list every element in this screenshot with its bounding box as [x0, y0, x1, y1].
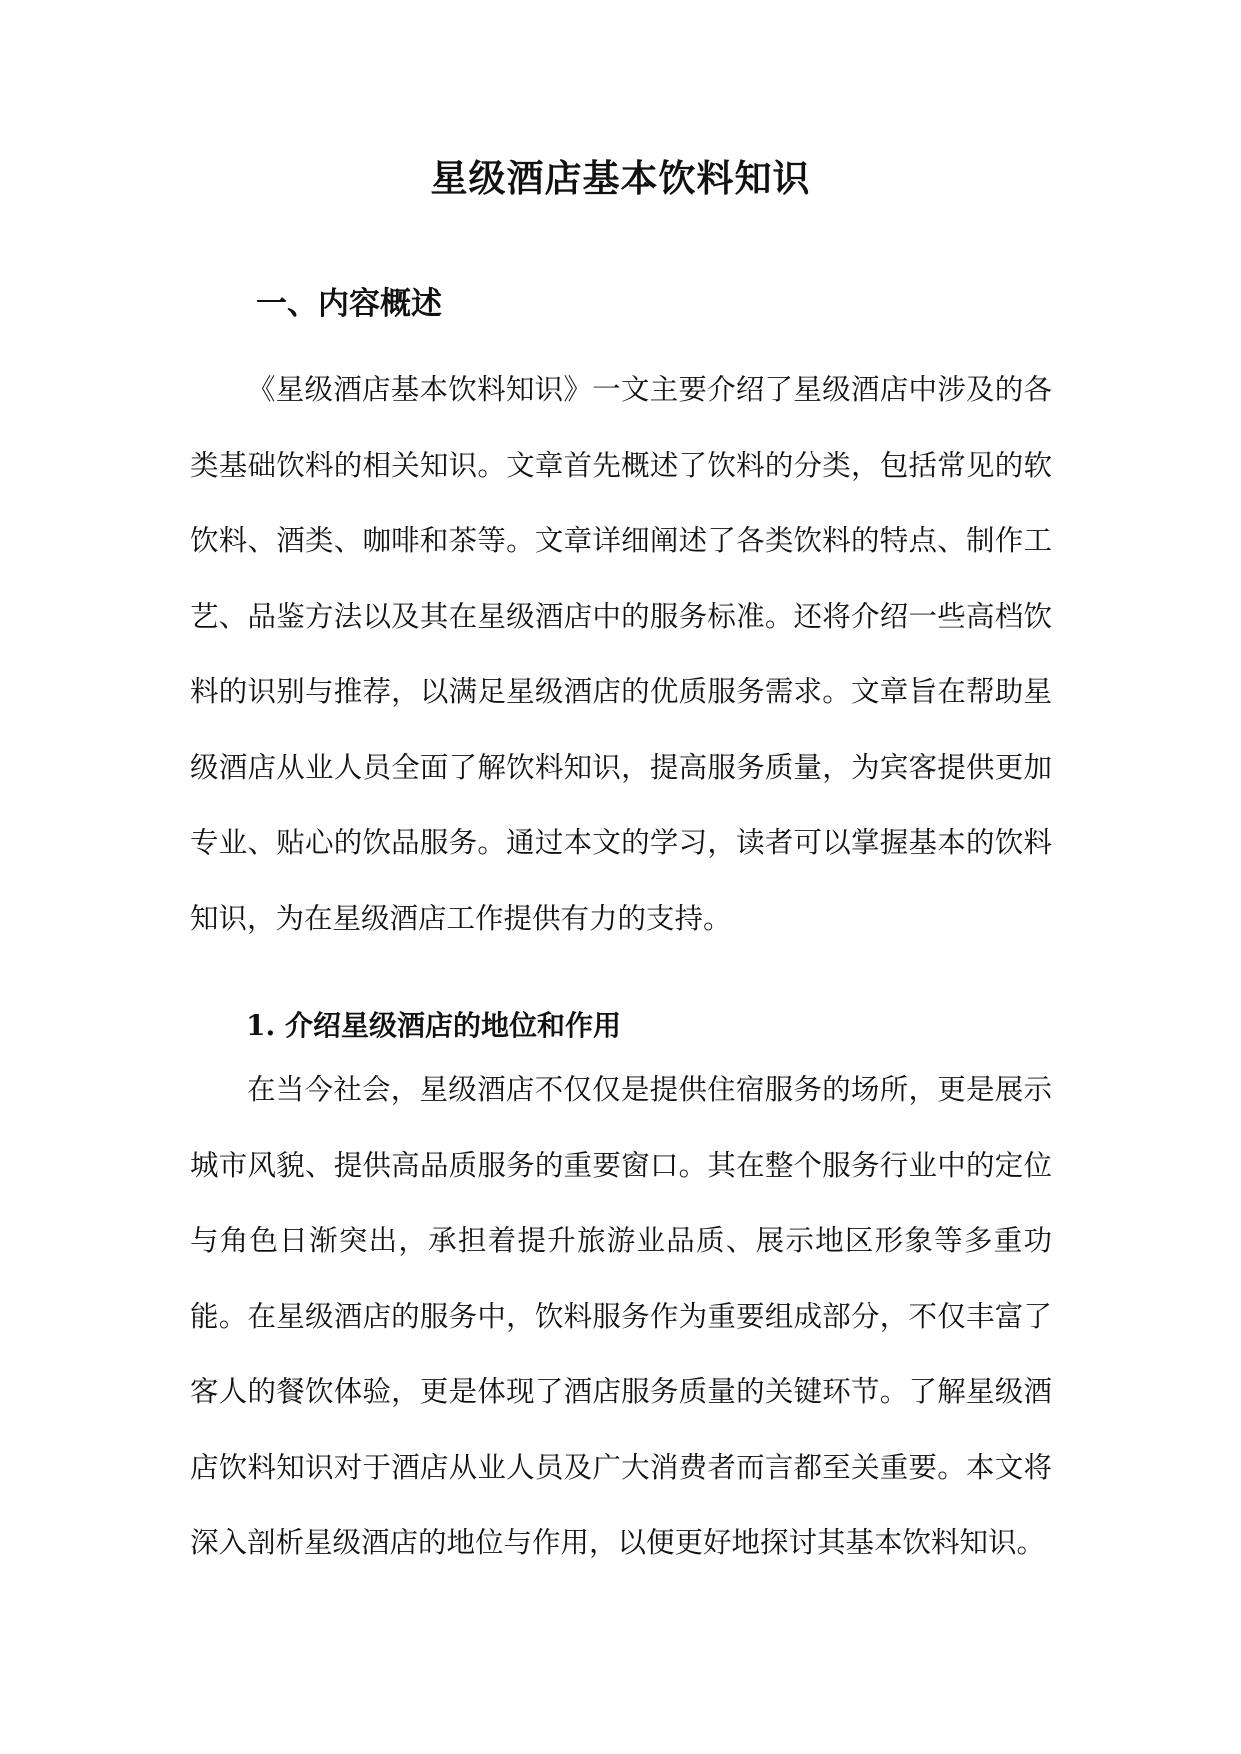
hotel-role-paragraph: 在当今社会，星级酒店不仅仅是提供住宿服务的场所，更是展示城市风貌、提供高品质服务的重要窗口。其在整个服务行业中的定位与角色日渐突出，承担着提升旅游业品质、展示地区形象等多重功能。在星级酒店的服务中，饮料服务作为重要组成部分，不仅丰富了客人的餐饮体验，更是体现了酒店服务质量的关键环节。了解星级酒店饮料知识对于酒店从业人员及广大消费者而言都至关重要。本文将深入剖析星级酒店的地位与作用，以便更好地探讨其基本饮料知识。: [190, 1073, 1052, 1559]
subsection-heading-hotel-role: 1. 介绍星级酒店的地位和作用: [246, 1009, 621, 1042]
overview-paragraph: 《星级酒店基本饮料知识》一文主要介绍了星级酒店中涉及的各类基础饮料的相关知识。文章首先概述了饮料的分类，包括常见的软饮料、酒类、咖啡和茶等。文章详细阐述了各类饮料的特点、制作工艺、品鉴方法以及其在星级酒店中的服务标准。还将介绍一些高档饮料的识别与推荐，以满足星级酒店的优质服务需求。文章旨在帮助星级酒店从业人员全面了解饮料知识，提高服务质量，为宾客提供更加专业、贴心的饮品服务。通过本文的学习，读者可以掌握基本的饮料知识，为在星级酒店工作提供有力的支持。: [190, 373, 1052, 935]
section-heading-overview: 一、内容概述: [256, 286, 442, 322]
document-title: 星级酒店基本饮料知识: [430, 156, 811, 200]
